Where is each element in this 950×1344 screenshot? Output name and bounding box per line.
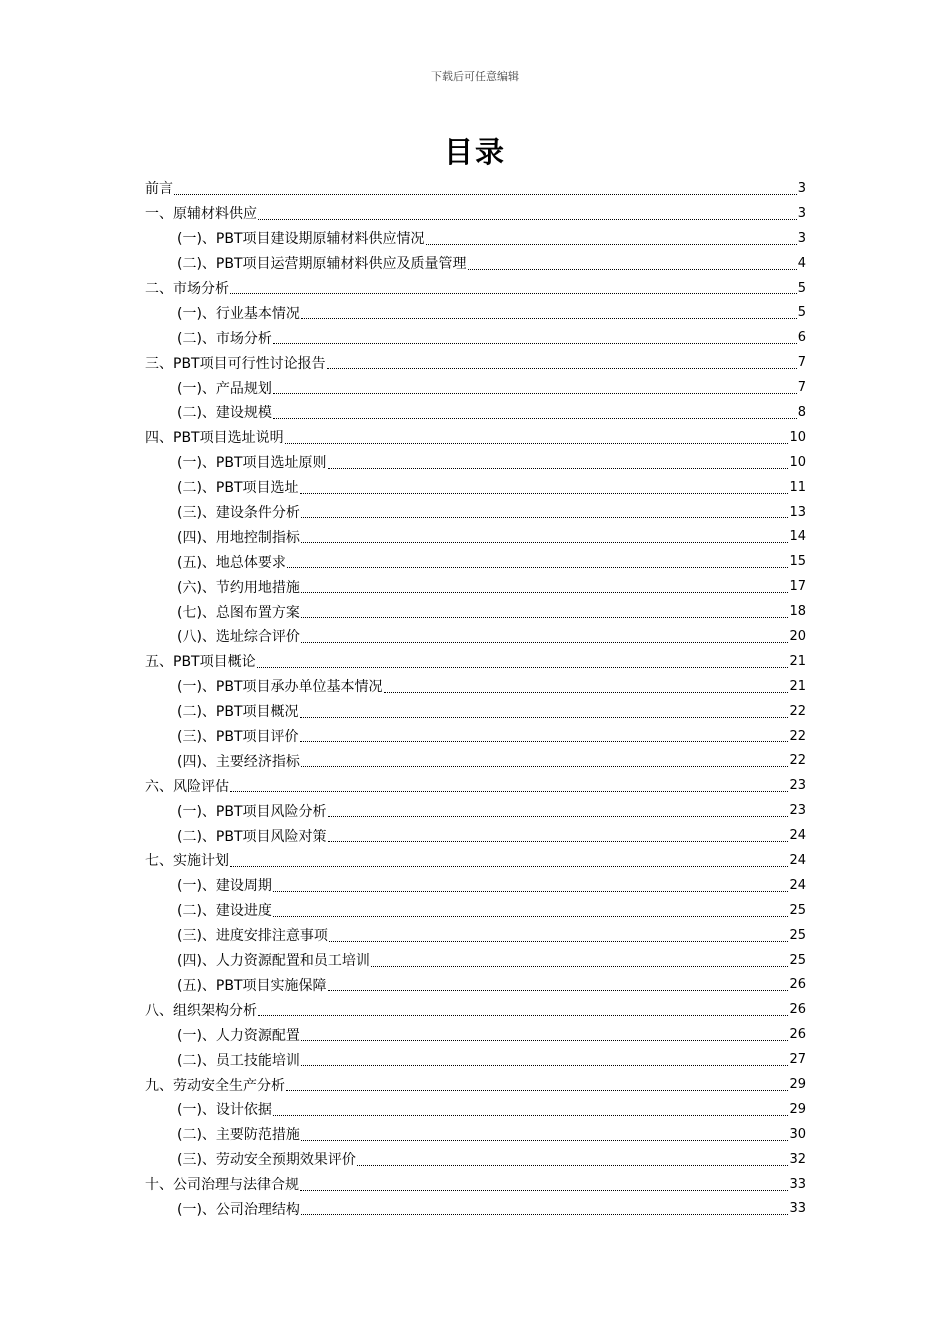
toc-entry[interactable] <box>145 1197 806 1222</box>
toc-entry[interactable] <box>145 649 806 674</box>
toc-entry[interactable] <box>145 201 806 226</box>
toc-entry-text: 五、PBT项目概论 <box>145 654 256 671</box>
toc-entry-text: (四)、主要经济指标 <box>177 753 300 770</box>
header-note: 下载后可任意编辑 <box>431 70 519 83</box>
toc-entry[interactable] <box>145 375 806 400</box>
toc-entry-text: (四)、用地控制指标 <box>177 529 300 546</box>
dot-leader <box>273 915 789 917</box>
dot-leader <box>329 940 789 942</box>
toc-entry[interactable] <box>145 748 806 773</box>
toc-page-number: 24 <box>789 828 806 844</box>
toc-entry-text: (一)、人力资源配置 <box>177 1027 300 1044</box>
toc-entry-text: 八、组织架构分析 <box>145 1002 257 1019</box>
dot-leader <box>301 616 789 618</box>
dot-leader <box>258 218 797 220</box>
toc-page-number: 3 <box>797 180 806 196</box>
toc-entry[interactable] <box>145 524 806 549</box>
dot-leader <box>287 566 789 568</box>
toc-entry-text: (四)、人力资源配置和员工培训 <box>177 953 370 970</box>
toc-page-number: 32 <box>789 1151 806 1167</box>
dot-leader <box>301 765 789 767</box>
toc-entry-text: (二)、PBT项目运营期原辅材料供应及质量管理 <box>177 256 467 273</box>
toc-entry[interactable] <box>145 300 806 325</box>
toc-entry-text: (三)、进度安排注意事项 <box>177 928 328 945</box>
dot-leader <box>285 442 789 444</box>
toc-entry-text: 十、公司治理与法律合规 <box>145 1177 299 1194</box>
toc-entry-text: (三)、劳动安全预期效果评价 <box>177 1152 356 1169</box>
toc-entry[interactable] <box>145 898 806 923</box>
toc-entry-text: (一)、产品规划 <box>177 380 272 397</box>
toc-page-number: 22 <box>789 728 806 744</box>
toc-page-number: 8 <box>797 404 806 420</box>
toc-page-number: 26 <box>789 1002 806 1018</box>
toc-entry[interactable] <box>145 325 806 350</box>
toc-entry-text: (一)、行业基本情况 <box>177 305 300 322</box>
toc-entry[interactable] <box>145 350 806 375</box>
toc-page-number: 21 <box>789 653 806 669</box>
dot-leader <box>230 865 788 867</box>
toc-entry-text: (二)、员工技能培训 <box>177 1052 300 1069</box>
dot-leader <box>273 392 797 394</box>
dot-leader <box>300 716 789 718</box>
toc-entry[interactable] <box>145 923 806 948</box>
toc-entry-text: 三、PBT项目可行性讨论报告 <box>145 355 326 372</box>
toc-entry-text: (一)、设计依据 <box>177 1102 272 1119</box>
toc-page-number: 29 <box>789 1101 806 1117</box>
toc-entry-text: (一)、PBT项目风险分析 <box>177 803 327 820</box>
toc-entry[interactable] <box>145 724 806 749</box>
toc-page-number: 4 <box>797 255 806 271</box>
dot-leader <box>301 1213 789 1215</box>
toc-entry[interactable] <box>145 1022 806 1047</box>
toc-page-number: 29 <box>789 1077 806 1092</box>
dot-leader <box>286 1089 788 1091</box>
dot-leader <box>257 666 789 668</box>
toc-page-number: 22 <box>789 703 806 719</box>
toc-entry-text: (二)、市场分析 <box>177 330 272 347</box>
toc-page-number: 22 <box>789 753 806 769</box>
toc-entry[interactable] <box>145 773 806 798</box>
toc-entry-text: (二)、建设进度 <box>177 903 272 920</box>
dot-leader <box>174 193 797 195</box>
toc-entry[interactable] <box>145 699 806 724</box>
toc-entry[interactable] <box>145 1147 806 1172</box>
dot-leader <box>273 342 797 344</box>
toc-page-number: 25 <box>789 927 806 943</box>
dot-leader <box>301 1039 789 1041</box>
toc-page-number: 14 <box>789 529 806 545</box>
toc-entry-text: (一)、PBT项目承办单位基本情况 <box>177 679 383 696</box>
toc-entry[interactable] <box>145 226 806 251</box>
toc-page-number: 10 <box>789 454 806 470</box>
toc-entry[interactable] <box>145 475 806 500</box>
toc-page-number: 26 <box>789 977 806 993</box>
toc-entry[interactable] <box>145 276 806 301</box>
toc-entry-text: (七)、总图布置方案 <box>177 604 300 621</box>
toc-page-number: 33 <box>789 1201 806 1217</box>
page-title: 目录 <box>443 135 506 169</box>
dot-leader <box>301 591 789 593</box>
dot-leader <box>384 691 789 693</box>
toc-page-number: 25 <box>789 902 806 918</box>
dot-leader <box>301 641 789 643</box>
dot-leader <box>301 541 789 543</box>
toc-page-number: 20 <box>789 628 806 644</box>
dot-leader <box>230 790 788 792</box>
dot-leader <box>300 492 789 494</box>
toc-entry[interactable] <box>145 425 806 450</box>
toc-entry[interactable] <box>145 997 806 1022</box>
dot-leader <box>328 815 789 817</box>
toc-entry-text: 七、实施计划 <box>145 853 229 870</box>
toc-page-number: 21 <box>789 678 806 694</box>
toc-entry-text: (二)、PBT项目风险对策 <box>177 828 327 845</box>
dot-leader <box>327 367 797 369</box>
toc-entry-text: (一)、建设周期 <box>177 878 272 895</box>
toc-page-number: 25 <box>789 952 806 968</box>
toc-entry[interactable] <box>145 176 806 201</box>
toc-entry-text: (八)、选址综合评价 <box>177 629 300 646</box>
toc-entry[interactable] <box>145 450 806 475</box>
toc-entry-text: 前言 <box>145 181 173 198</box>
dot-leader <box>328 840 789 842</box>
toc-entry-text: 九、劳动安全生产分析 <box>145 1077 285 1094</box>
toc-page-number: 6 <box>797 330 806 346</box>
toc-page-number: 13 <box>789 504 806 520</box>
toc-entry-text: (五)、地总体要求 <box>177 554 286 571</box>
dot-leader <box>300 740 789 742</box>
toc-entry[interactable] <box>145 1047 806 1072</box>
toc-entry-text: (一)、PBT项目建设期原辅材料供应情况 <box>177 231 425 248</box>
toc-entry[interactable] <box>145 549 806 574</box>
toc-entry-text: 六、风险评估 <box>145 778 229 795</box>
toc-page-number: 33 <box>789 1176 806 1192</box>
dot-leader <box>258 1014 788 1016</box>
dot-leader <box>328 467 789 469</box>
toc-entry[interactable] <box>145 674 806 699</box>
toc-entry-text: (二)、建设规模 <box>177 405 272 422</box>
dot-leader <box>301 1064 789 1066</box>
toc-entry[interactable] <box>145 500 806 525</box>
toc-entry[interactable] <box>145 1072 806 1097</box>
toc-entry-text: 一、原辅材料供应 <box>145 206 257 223</box>
toc-page-number: 23 <box>789 803 806 819</box>
toc-entry[interactable] <box>145 599 806 624</box>
toc-entry-text: (六)、节约用地措施 <box>177 579 300 596</box>
toc-page-number: 5 <box>797 280 806 296</box>
toc-entry[interactable] <box>145 1172 806 1197</box>
toc-entry[interactable] <box>145 624 806 649</box>
dot-leader <box>371 965 789 967</box>
toc-entry-text: (二)、PBT项目选址 <box>177 480 299 497</box>
toc-entry-text: (一)、公司治理结构 <box>177 1201 300 1218</box>
dot-leader <box>273 417 797 419</box>
toc-entry-text: (一)、PBT项目选址原则 <box>177 455 327 472</box>
toc-entry[interactable] <box>145 948 806 973</box>
toc-page-number: 7 <box>797 380 806 396</box>
toc-entry[interactable] <box>145 1122 806 1147</box>
toc-entry-text: (三)、建设条件分析 <box>177 505 300 522</box>
toc-page-number: 17 <box>789 579 806 595</box>
toc-entry[interactable] <box>145 823 806 848</box>
dot-leader <box>300 1189 788 1191</box>
dot-leader <box>301 317 797 319</box>
toc-entry-text: 二、市场分析 <box>145 281 229 297</box>
toc-entry[interactable] <box>145 848 806 873</box>
toc-page-number: 24 <box>789 852 806 868</box>
toc-entry[interactable] <box>145 251 806 276</box>
toc-page-number: 11 <box>789 479 806 495</box>
dot-leader <box>426 243 797 245</box>
toc-page-number: 23 <box>789 778 806 794</box>
dot-leader <box>328 989 789 991</box>
toc-page-number: 18 <box>789 604 806 620</box>
dot-leader <box>230 292 797 294</box>
toc-entry[interactable] <box>145 873 806 898</box>
dot-leader <box>357 1164 789 1166</box>
toc-page-number: 3 <box>797 205 806 221</box>
toc-entry-text: (二)、PBT项目概况 <box>177 704 299 721</box>
dot-leader <box>273 1114 789 1116</box>
toc-page-number: 15 <box>789 554 806 570</box>
toc-entry-text: 四、PBT项目选址说明 <box>145 430 284 447</box>
toc-page-number: 26 <box>789 1027 806 1043</box>
dot-leader <box>301 1139 789 1141</box>
toc-page-number: 27 <box>789 1052 806 1068</box>
toc-page-number: 24 <box>789 877 806 893</box>
toc-page-number: 3 <box>797 230 806 246</box>
toc-entry[interactable] <box>145 400 806 425</box>
dot-leader <box>468 268 797 270</box>
toc-page-number: 10 <box>789 429 806 445</box>
toc-page-number: 5 <box>797 305 806 321</box>
toc-entry[interactable] <box>145 1097 806 1122</box>
toc-entry[interactable] <box>145 798 806 823</box>
toc-entry-text: (三)、PBT项目评价 <box>177 729 299 746</box>
table-of-contents <box>145 176 806 1221</box>
dot-leader <box>301 516 789 518</box>
dot-leader <box>273 890 789 892</box>
toc-page-number: 7 <box>797 355 806 371</box>
toc-page-number: 30 <box>789 1126 806 1142</box>
toc-entry-text: (二)、主要防范措施 <box>177 1127 300 1144</box>
toc-entry-text: (五)、PBT项目实施保障 <box>177 977 327 994</box>
toc-entry[interactable] <box>145 574 806 599</box>
toc-entry[interactable] <box>145 973 806 998</box>
